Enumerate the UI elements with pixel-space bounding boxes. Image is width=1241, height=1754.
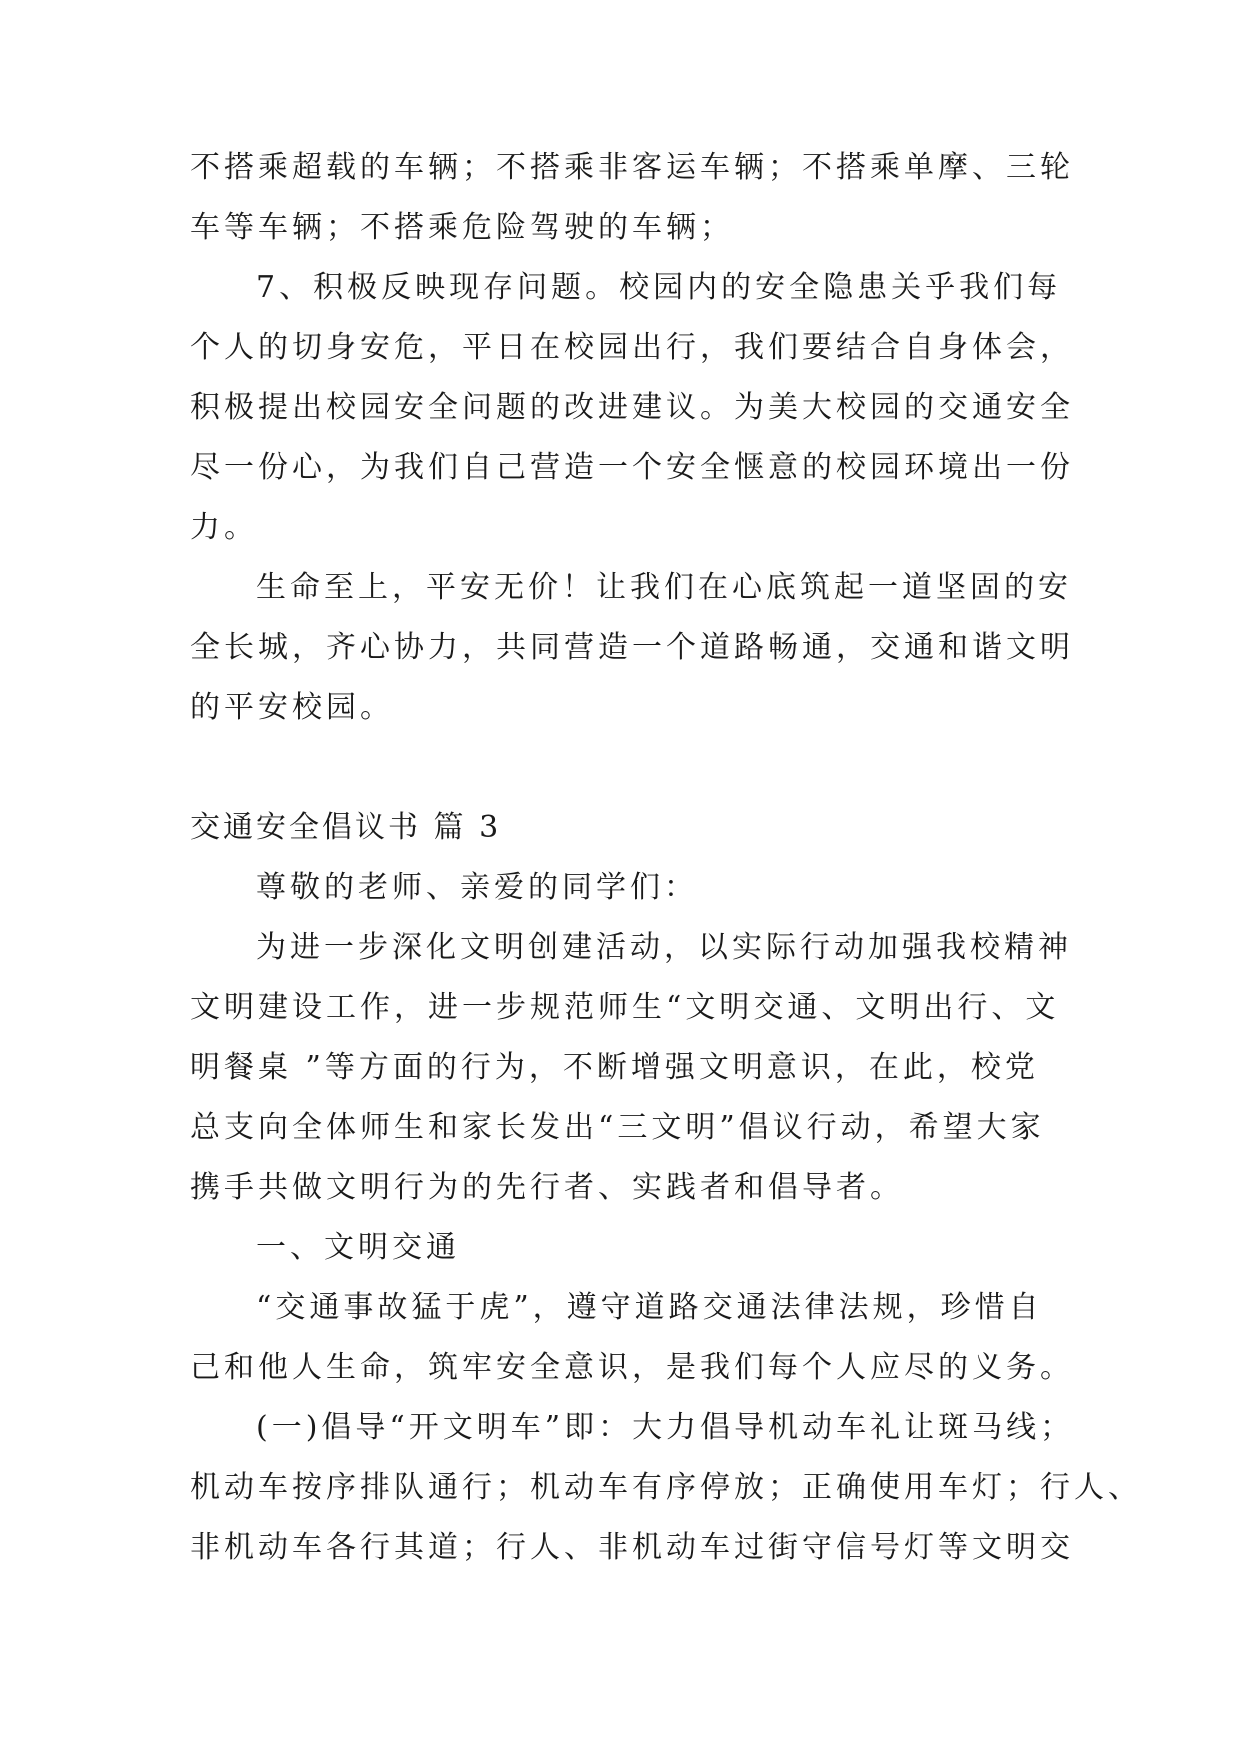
text-line: (一)倡导“开文明车”即：大力倡导机动车礼让斑马线；: [256, 1410, 1075, 1445]
text-line: 不搭乘超载的车辆；不搭乘非客运车辆；不搭乘单摩、三轮: [190, 150, 1074, 185]
text-line: 己和他人生命，筑牢安全意识，是我们每个人应尽的义务。: [190, 1350, 1074, 1385]
text-line: 车等车辆；不搭乘危险驾驶的车辆；: [190, 210, 734, 245]
text-line: 生命至上，平安无价！让我们在心底筑起一道坚固的安: [256, 570, 1072, 605]
text-line: 非机动车各行其道；行人、非机动车过街守信号灯等文明交: [190, 1530, 1074, 1565]
text-line: 的平安校园。: [190, 690, 394, 725]
text-line: 7、积极反映现存问题。校园内的安全隐患关乎我们每: [256, 270, 1062, 305]
text-line: 机动车按序排队通行；机动车有序停放；正确使用车灯；行人、: [190, 1470, 1142, 1505]
subheading: 一、文明交通: [256, 1230, 460, 1265]
text-line: 为进一步深化文明创建活动，以实际行动加强我校精神: [256, 930, 1072, 965]
text-line: 尽一份心，为我们自己营造一个安全惬意的校园环境出一份: [190, 450, 1074, 485]
text-line: 总支向全体师生和家长发出“三文明”倡议行动，希望大家: [190, 1110, 1045, 1145]
text-line: 明餐桌 ”等方面的行为，不断增强文明意识，在此，校党: [190, 1050, 1039, 1085]
text-line: “交通事故猛于虎”，遵守道路交通法律法规，珍惜自: [256, 1290, 1043, 1325]
text-line: 个人的切身安危，平日在校园出行，我们要结合自身体会，: [190, 330, 1074, 365]
text-line: 积极提出校园安全问题的改进建议。为美大校园的交通安全: [190, 390, 1074, 425]
text-line: 携手共做文明行为的先行者、实践者和倡导者。: [190, 1170, 904, 1205]
text-line: 全长城，齐心协力，共同营造一个道路畅通，交通和谐文明: [190, 630, 1074, 665]
text-line: 文明建设工作，进一步规范师生“文明交通、文明出行、文: [190, 990, 1060, 1025]
salutation: 尊敬的老师、亲爱的同学们：: [256, 870, 698, 905]
text-line: 力。: [190, 510, 258, 545]
section-title: 交通安全倡议书 篇 3: [190, 810, 502, 845]
